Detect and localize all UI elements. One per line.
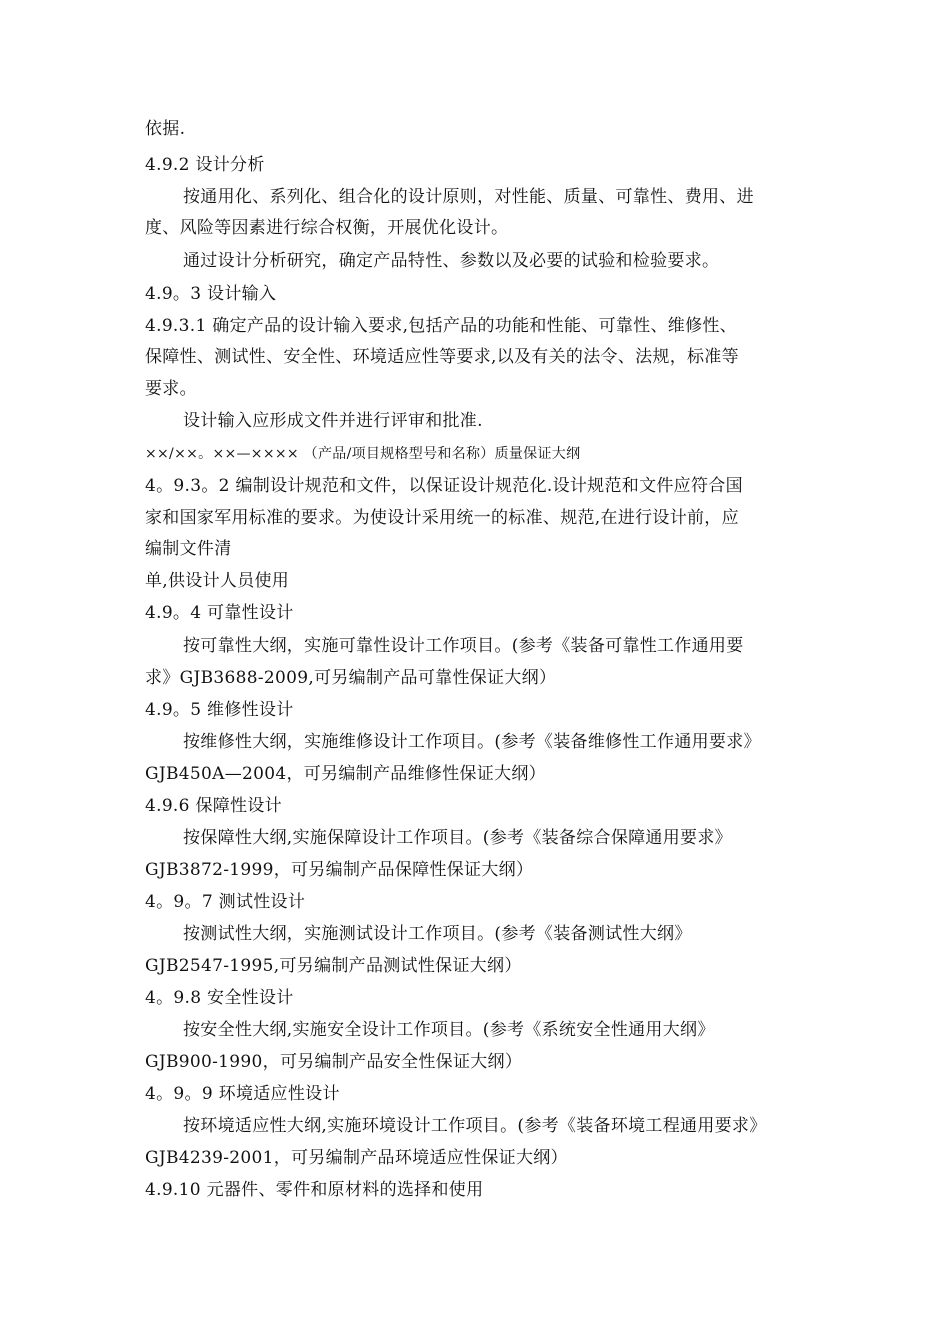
- section-heading: 4.9.10 元器件、零件和原材料的选择和使用: [145, 1180, 484, 1200]
- paragraph-line: 要求。: [145, 379, 197, 399]
- paragraph-line: GJB2547-1995,可另编制产品测试性保证大纲）: [145, 956, 522, 976]
- paragraph-line: 度、风险等因素进行综合权衡，开展优化设计。: [145, 218, 509, 238]
- section-heading: 4。9。9 环境适应性设计: [145, 1084, 340, 1104]
- section-heading: 4.9。4 可靠性设计: [145, 603, 294, 623]
- paragraph-line: 求》GJB3688-2009,可另编制产品可靠性保证大纲）: [145, 668, 557, 688]
- paragraph-line: GJB450A—2004，可另编制产品维修性保证大纲）: [145, 764, 546, 784]
- section-heading: 4.9。3 设计输入: [145, 284, 277, 304]
- paragraph-line: 按环境适应性大纲,实施环境设计工作项目。(参考《装备环境工程通用要求》: [183, 1116, 767, 1136]
- paragraph-line: GJB900-1990，可另编制产品安全性保证大纲）: [145, 1052, 523, 1072]
- paragraph-line: GJB4239-2001，可另编制产品环境适应性保证大纲）: [145, 1148, 568, 1168]
- paragraph-line: 编制文件清: [145, 539, 232, 559]
- section-heading: 4.9.2 设计分析: [145, 155, 265, 175]
- paragraph-line: 家和国家军用标准的要求。为使设计采用统一的标准、规范,在进行设计前，应: [145, 508, 739, 528]
- paragraph-line: 通过设计分析研究，确定产品特性、参数以及必要的试验和检验要求。: [183, 251, 720, 271]
- paragraph-line: 设计输入应形成文件并进行评审和批准.: [183, 411, 483, 431]
- paragraph-line: 4.9.3.1 确定产品的设计输入要求,包括产品的功能和性能、可靠性、维修性、: [145, 316, 737, 336]
- paragraph-line: 按测试性大纲，实施测试设计工作项目。(参考《装备测试性大纲》: [183, 924, 692, 944]
- paragraph-line: 单,供设计人员使用: [145, 571, 290, 591]
- paragraph-line: 保障性、测试性、安全性、环境适应性等要求,以及有关的法令、法规，标准等: [145, 347, 739, 367]
- paragraph-line: 按保障性大纲,实施保障设计工作项目。(参考《装备综合保障通用要求》: [183, 828, 732, 848]
- section-heading: 4.9.6 保障性设计: [145, 796, 282, 816]
- section-heading: 4.9。5 维修性设计: [145, 700, 294, 720]
- paragraph-line: 4。9.3。2 编制设计规范和文件，以保证设计规范化.设计规范和文件应符合国: [145, 476, 743, 496]
- paragraph-line: 依据.: [145, 119, 186, 139]
- section-heading: 4。9。7 测试性设计: [145, 892, 306, 912]
- paragraph-line: 按安全性大纲,实施安全设计工作项目。(参考《系统安全性通用大纲》: [183, 1020, 715, 1040]
- paragraph-line: 按通用化、系列化、组合化的设计原则，对性能、质量、可靠性、费用、进: [183, 187, 754, 207]
- paragraph-line: GJB3872-1999，可另编制产品保障性保证大纲）: [145, 860, 534, 880]
- paragraph-line: 按维修性大纲，实施维修设计工作项目。(参考《装备维修性工作通用要求》: [183, 732, 761, 752]
- running-header: ××/××。××—×××× （产品/项目规格型号和名称）质量保证大纲: [145, 446, 581, 462]
- paragraph-line: 按可靠性大纲，实施可靠性设计工作项目。(参考《装备可靠性工作通用要: [183, 636, 744, 656]
- section-heading: 4。9.8 安全性设计: [145, 988, 294, 1008]
